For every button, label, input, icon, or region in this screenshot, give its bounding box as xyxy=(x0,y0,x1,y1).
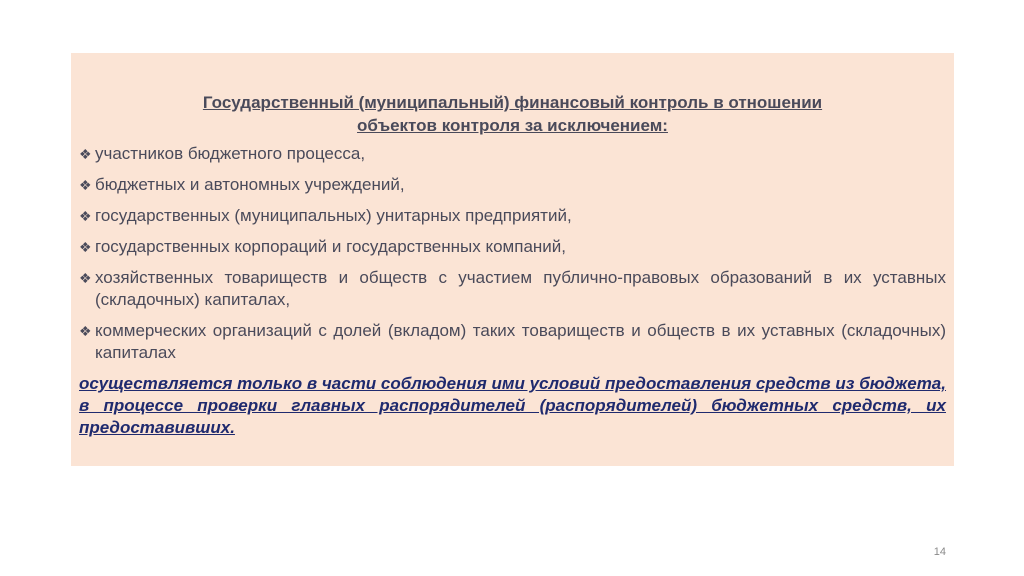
list-item-text: хозяйственных товариществ и обществ с участием публично-правовых образований в их уставных (складочных) капиталах, xyxy=(95,268,946,309)
list-item xyxy=(79,236,946,258)
list-item-text: государственных корпораций и государственных компаний, xyxy=(95,237,567,256)
diamond-bullet-icon: ❖ xyxy=(79,146,92,162)
list-item xyxy=(79,320,946,364)
exclusion-list xyxy=(79,143,946,364)
list-item xyxy=(79,267,946,311)
list-item xyxy=(79,174,946,196)
diamond-bullet-icon: ❖ xyxy=(79,239,92,255)
list-item xyxy=(79,205,946,227)
slide-title xyxy=(79,91,946,137)
list-item-text: коммерческих организаций с долей (вкладом) таких товариществ и обществ в их уставных (складочных) капиталах xyxy=(95,321,946,362)
title-line-2: объектов контроля за исключением: xyxy=(357,116,668,135)
conclusion-text: осуществляется только в части соблюдения ими условий предоставления средств из бюджета, в процессе проверки главных распорядителей (распорядителей) бюджетных средств, их предоставивших. xyxy=(79,374,946,437)
list-item-text: участников бюджетного процесса, xyxy=(95,144,366,163)
diamond-bullet-icon: ❖ xyxy=(79,323,92,339)
page-number: 14 xyxy=(933,546,946,558)
list-item-text: бюджетных и автономных учреждений, xyxy=(95,175,405,194)
content-panel xyxy=(71,53,954,466)
diamond-bullet-icon: ❖ xyxy=(79,177,92,193)
diamond-bullet-icon: ❖ xyxy=(79,208,92,224)
list-item-text: государственных (муниципальных) унитарных предприятий, xyxy=(95,206,572,225)
title-line-1: Государственный (муниципальный) финансовый контроль в отношении xyxy=(202,93,823,112)
diamond-bullet-icon: ❖ xyxy=(79,270,92,286)
list-item xyxy=(79,143,946,165)
